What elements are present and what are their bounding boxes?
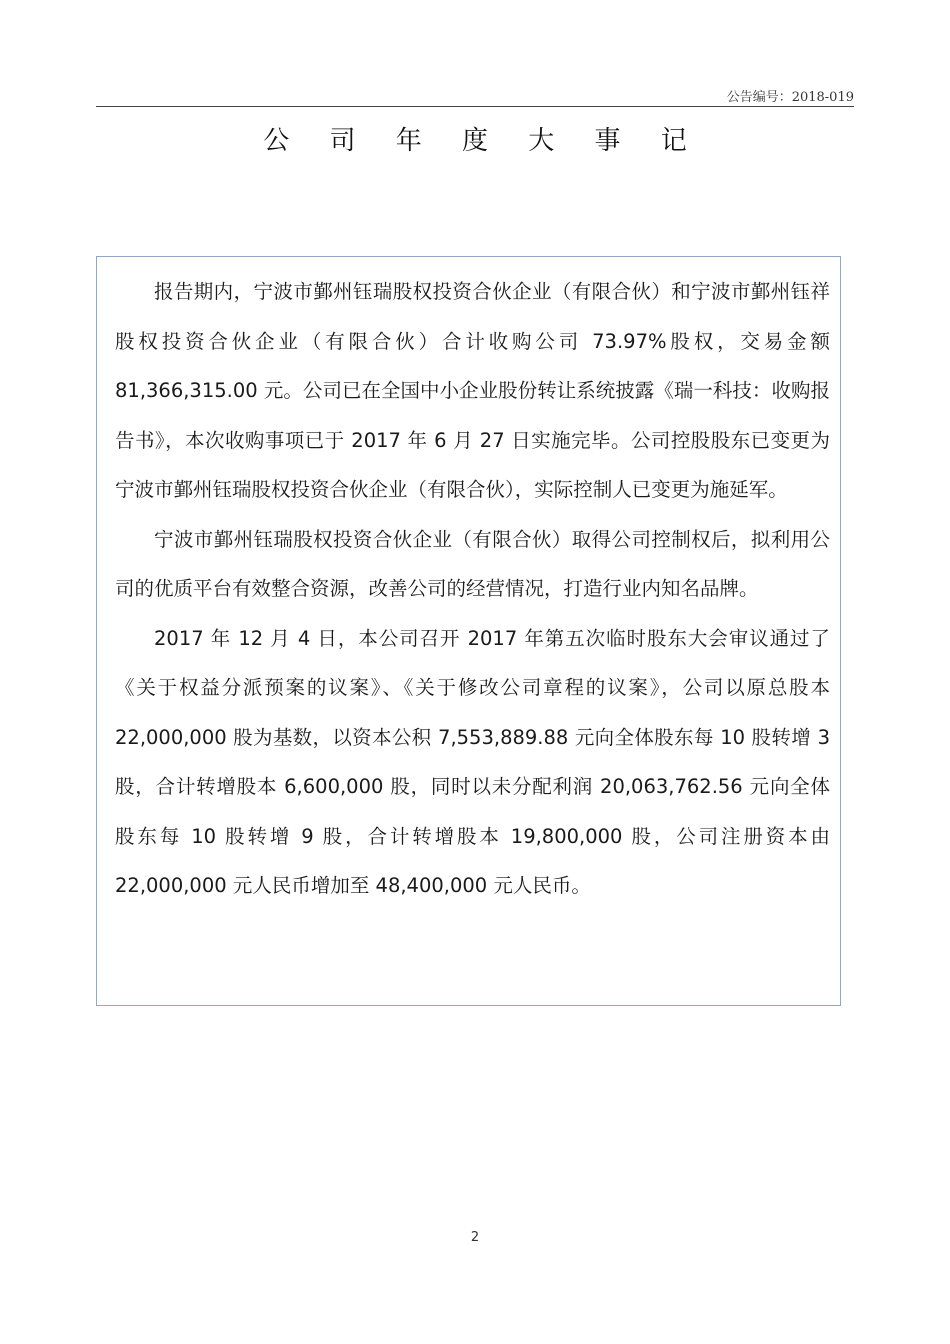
event-paragraph-equity-distribution: 2017 年 12 月 4 日，本公司召开 2017 年第五次临时股东大会审议通过了《关于权益分派预案的议案》、《关于修改公司章程的议案》，公司以原总股本 22,000,000 股为基数，以资本公积 7,553,889.88 元向全体股东每 10 股转增 3 股，合计转增股本 6,600,000 股，同时以未分配利润 20,063,762.56 元向全体股东每 10 股转增 9 股，合计转增股本 19,800,000 股，公司注册资本由 22,000,000 元人民币增加至 48,400,000 元人民币。 xyxy=(115,626,830,897)
announcement-code: 公告编号：2018-019 xyxy=(726,90,854,105)
page-title: 公 司 年 度 大 事 记 xyxy=(263,126,703,156)
page-number: 2 xyxy=(470,1230,480,1245)
event-paragraph-acquisition: 报告期内，宁波市鄞州钰瑞股权投资合伙企业（有限合伙）和宁波市鄞州钰祥股权投资合伙企业（有限合伙）合计收购公司 73.97%股权，交易金额 81,366,315.00 元。公司已在全国中小企业股份转让系统披露《瑞一科技：收购报告书》，本次收购事项已于 2017 年 6 月 27 日实施完毕。公司控股股东已变更为宁波市鄞州钰瑞股权投资合伙企业（有限合伙），实际控制人已变更为施延军。 xyxy=(115,280,830,501)
header-divider xyxy=(96,106,854,107)
event-paragraph-control-plan: 宁波市鄞州钰瑞股权投资合伙企业（有限合伙）取得公司控制权后，拟利用公司的优质平台有效整合资源，改善公司的经营情况，打造行业内知名品牌。 xyxy=(115,527,830,600)
event-content xyxy=(115,267,830,911)
